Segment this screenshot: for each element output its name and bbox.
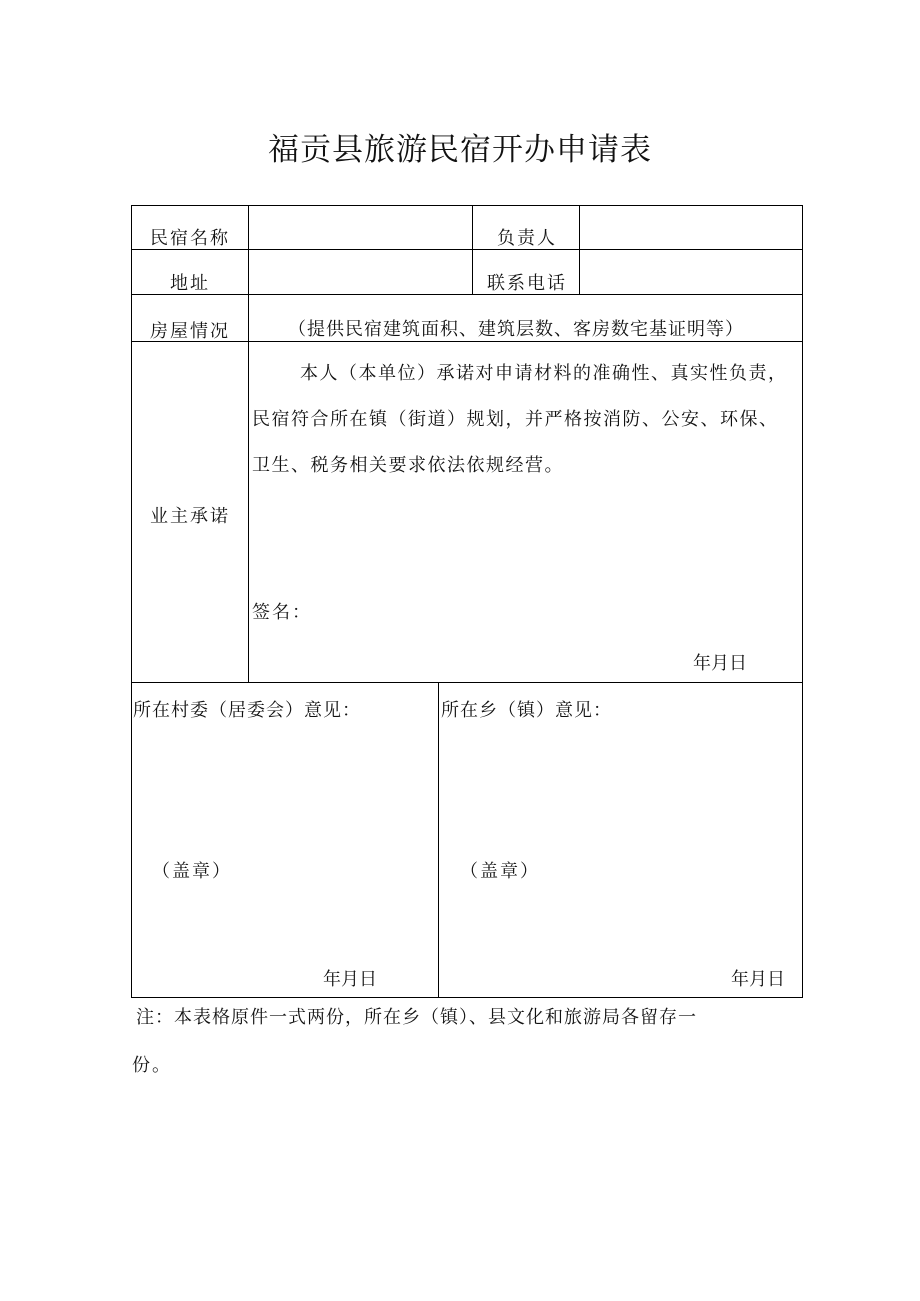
signature-label: 签名：	[252, 602, 312, 623]
footnote-line-2: 份。	[132, 1055, 172, 1076]
page-title: 福贡县旅游民宿开办申请表	[268, 132, 652, 168]
township-seal-label: （盖章）	[460, 861, 540, 882]
pledge-date: 年月日	[693, 653, 747, 674]
table-border-right	[802, 205, 803, 998]
manager-label: 负责人	[497, 228, 557, 249]
township-opinion-label: 所在乡（镇）意见：	[441, 700, 612, 721]
signature-field[interactable]	[300, 592, 700, 632]
row-divider-3	[131, 341, 803, 342]
house-info-hint: （提供民宿建筑面积、建筑层数、客房数宅基证明等）	[288, 319, 744, 340]
village-seal-label: （盖章）	[152, 861, 232, 882]
village-opinion-date: 年月日	[323, 969, 377, 990]
village-opinion-field[interactable]	[132, 725, 437, 855]
phone-field[interactable]	[580, 250, 802, 294]
homestay-name-field[interactable]	[249, 206, 472, 249]
row-divider-4	[131, 682, 803, 683]
table-border-left	[131, 205, 132, 998]
township-opinion-date: 年月日	[731, 969, 785, 990]
manager-label-left-divider	[472, 205, 473, 295]
pledge-text-line-2: 民宿符合所在镇（街道）规划，并严格按消防、公安、环保、	[252, 409, 779, 430]
township-opinion-field[interactable]	[439, 725, 801, 855]
homestay-name-label: 民宿名称	[150, 228, 230, 249]
pledge-text-line-3: 卫生、税务相关要求依法依规经营。	[252, 455, 564, 476]
phone-label: 联系电话	[487, 273, 567, 294]
manager-field[interactable]	[580, 206, 802, 249]
table-border-bottom	[131, 997, 803, 998]
house-info-label: 房屋情况	[150, 321, 230, 342]
address-field[interactable]	[249, 250, 472, 294]
pledge-text-line-1: 本人（本单位）承诺对申请材料的准确性、真实性负责，	[300, 363, 788, 384]
village-opinion-label: 所在村委（居委会）意见：	[133, 700, 361, 721]
owner-pledge-label: 业主承诺	[150, 506, 230, 527]
address-label: 地址	[170, 273, 210, 294]
footnote-line-1: 注：本表格原件一式两份，所在乡（镇）、县文化和旅游局各留存一	[136, 1007, 697, 1028]
